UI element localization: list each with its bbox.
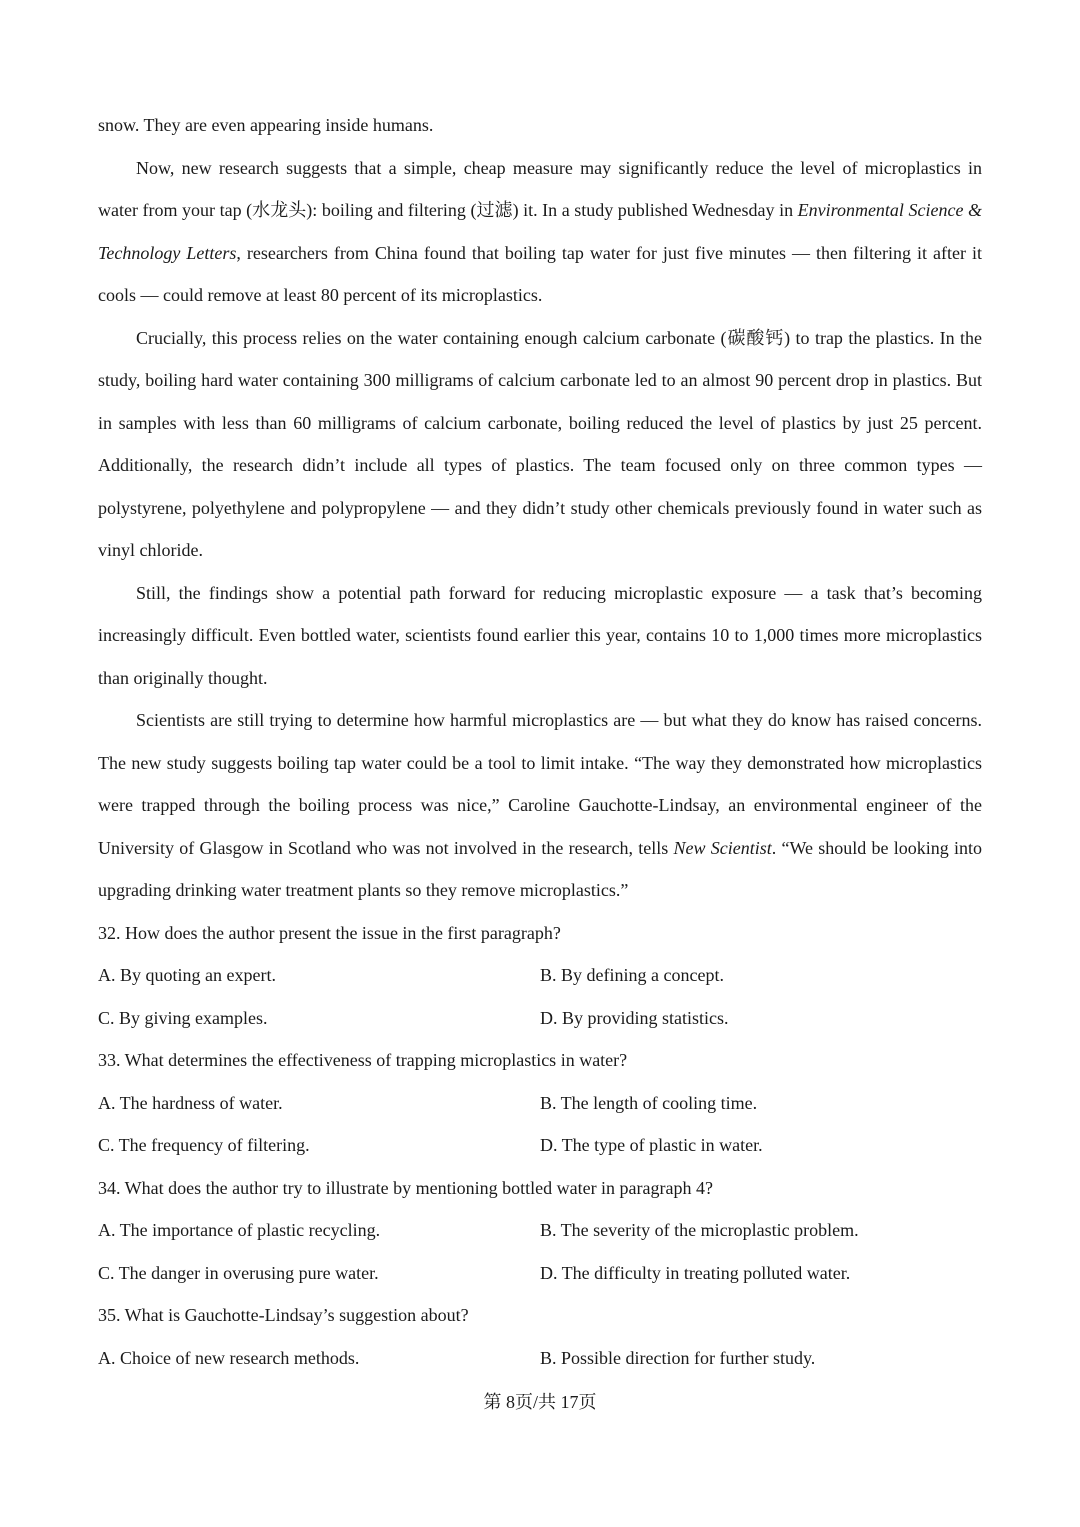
question-33 (98, 1039, 982, 1167)
option-a: A. The hardness of water. (98, 1092, 283, 1113)
option-a: A. By quoting an expert. (98, 965, 276, 985)
journal-name: Environmental Science & Technology Letters (98, 200, 982, 263)
question-34 (98, 1167, 982, 1295)
option-b: B. The length of cooling time. (540, 1092, 758, 1113)
option-c: C. The danger in overusing pure water. (98, 1262, 379, 1283)
question-options (98, 1337, 982, 1380)
paragraph-4-text-b: . “We should be looking into upgrading drinking water treatment plants so they remove microplastics.” (98, 837, 982, 900)
option-b: B. The severity of the microplastic problem. (540, 1220, 859, 1240)
paragraph-4 (98, 699, 982, 912)
paragraph-1 (98, 147, 982, 317)
option-b: B. By defining a concept. (540, 965, 724, 985)
paragraph-3: Still, the findings show a potential path forward for reducing microplastic exposure — a task that’s becoming increasingly difficult. Even bottled water, scientists found earlier this year, contains 10 to 1,000 times more microplastics than originally thought. (98, 582, 982, 688)
option-d: D. By providing statistics. (540, 1007, 729, 1028)
option-c: C. By giving examples. (98, 1007, 268, 1028)
document-page (98, 104, 982, 1379)
option-d: D. The difficulty in treating polluted water. (540, 1262, 851, 1283)
option-c: C. The frequency of filtering. (98, 1135, 310, 1155)
question-32 (98, 912, 982, 1040)
question-options (98, 954, 982, 1039)
option-d: D. The type of plastic in water. (540, 1135, 763, 1155)
question-stem: 32. How does the author present the issue in the first paragraph? (98, 922, 561, 943)
page-number: 第 8页/共 17页 (483, 1392, 597, 1412)
option-a: A. Choice of new research methods. (98, 1347, 360, 1368)
question-options (98, 1082, 982, 1167)
question-stem: 34. What does the author try to illustrate by mentioning bottled water in paragraph 4? (98, 1177, 714, 1198)
option-a: A. The importance of plastic recycling. (98, 1220, 381, 1240)
paragraph-1-text-b: , researchers from China found that boiling tap water for just five minutes — then filtering it after it cools — could remove at least 80 percent of its microplastics. (98, 242, 983, 305)
question-35 (98, 1294, 982, 1379)
question-stem: 35. What is Gauchotte-Lindsay’s suggestion about? (98, 1305, 469, 1325)
option-b: B. Possible direction for further study. (540, 1347, 816, 1368)
paragraph-2: Crucially, this process relies on the water containing enough calcium carbonate (碳酸钙) to trap the plastics. In the study, boiling hard water containing 300 milligrams of calcium carbonate led to an almost 90 percent drop in plastics. But in samples with less than 60 milligrams of calcium carbonate, boiling reduced the level of plastics by just 25 percent. Additionally, the research didn’t include all types of plastics. The team focused only on three common types — polystyrene, polyethylene and polypropylene — and they didn’t study other chemicals previously found in water such as vinyl chloride. (98, 327, 982, 560)
paragraph-continued: snow. They are even appearing inside humans. (98, 115, 434, 135)
magazine-name: New Scientist (673, 837, 772, 858)
question-options (98, 1209, 982, 1294)
paragraph-1-text-a: Now, new research suggests that a simple, cheap measure may significantly reduce the level of microplastics in water from your tap (水龙头): boiling and filtering (过滤) it. In a study published Wednesday in (98, 157, 982, 220)
paragraph-4-text-a: Scientists are still trying to determine how harmful microplastics are — but what they do know has raised concerns. The new study suggests boiling tap water could be a tool to limit intake. “The way they demonstrated how microplastics were trapped through the boiling process was nice,” Caroline Gauchotte-Lindsay, an environmental engineer of the University of Glasgow in Scotland who was not involved in the research, tells (98, 710, 982, 858)
question-stem: 33. What determines the effectiveness of trapping microplastics in water? (98, 1050, 628, 1070)
